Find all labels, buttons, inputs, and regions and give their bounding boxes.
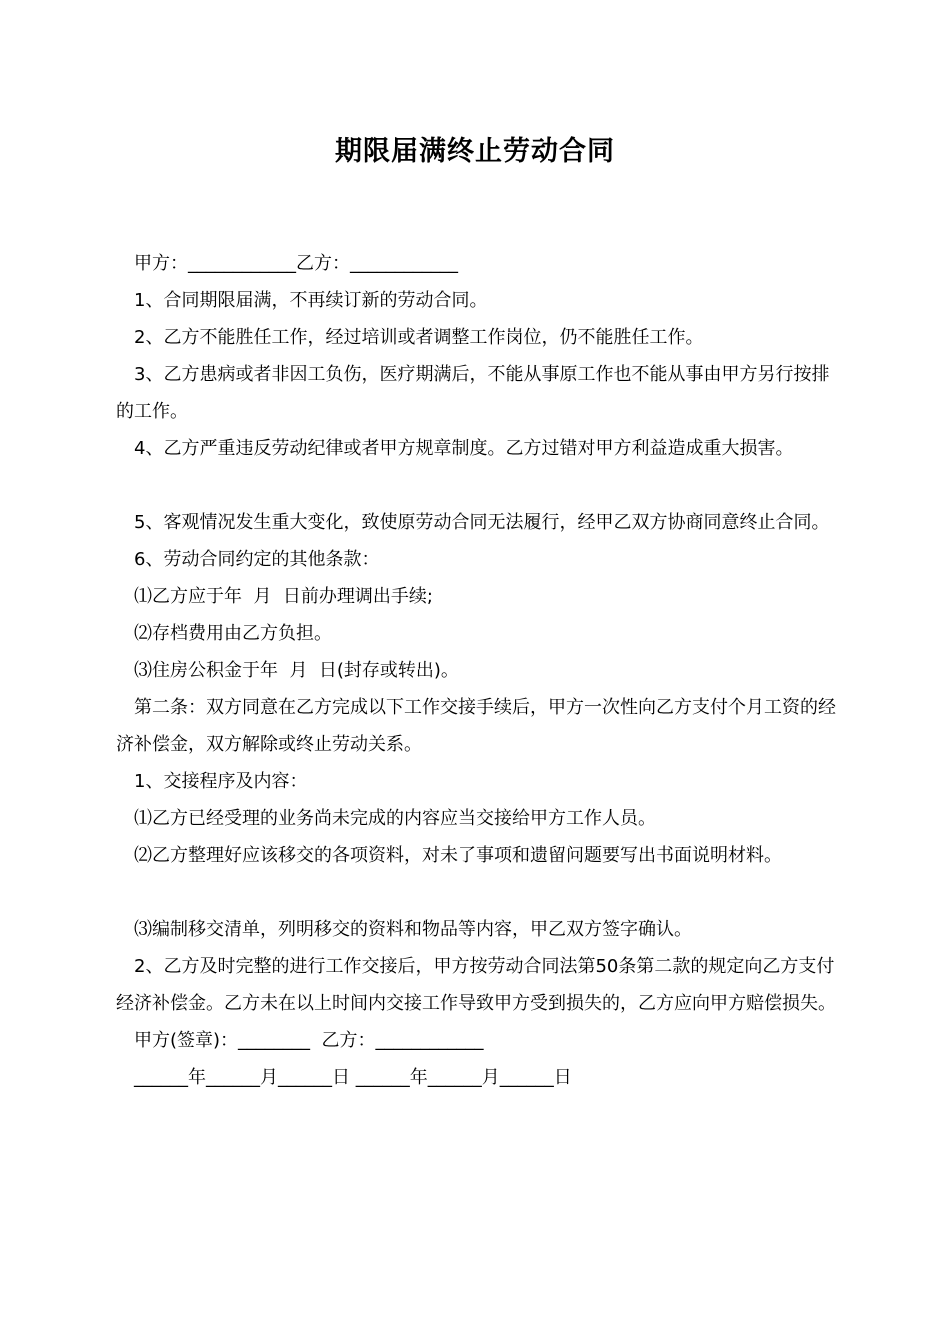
clause-1: 1、合同期限届满，不再续订新的劳动合同。	[134, 290, 488, 311]
clause-5: 5、客观情况发生重大变化，致使原劳动合同无法履行，经甲乙双方协商同意终止合同。	[134, 512, 830, 533]
handover-item-2: ⑵乙方整理好应该移交的各项资料，对未了事项和遗留问题要写出书面说明材料。	[134, 845, 782, 866]
clause-6: 6、劳动合同约定的其他条款：	[134, 549, 380, 570]
date-line: ______年______月______日 ______年______月______日	[134, 1067, 572, 1088]
clause-3: 3、乙方患病或者非因工负伤，医疗期满后，不能从事原工作也不能从事由甲方另行按排的工作。	[116, 364, 830, 422]
compensation-clause: 2、乙方及时完整的进行工作交接后，甲方按劳动合同法第50条第二款的规定向乙方支付经济补偿金。乙方未在以上时间内交接工作导致甲方受到损失的，乙方应向甲方赔偿损失。	[116, 956, 836, 1014]
clause-6-item-1: ⑴乙方应于年 月 日前办理调出手续;	[134, 586, 433, 607]
article-2: 第二条：双方同意在乙方完成以下工作交接手续后，甲方一次性向乙方支付个月工资的经济补偿金，双方解除或终止劳动关系。	[116, 697, 836, 755]
party-line: 甲方：____________乙方：____________	[134, 253, 458, 274]
clause-4: 4、乙方严重违反劳动纪律或者甲方规章制度。乙方过错对甲方利益造成重大损害。	[134, 438, 794, 459]
handover-item-1: ⑴乙方已经受理的业务尚未完成的内容应当交接给甲方工作人员。	[134, 808, 656, 829]
clause-2: 2、乙方不能胜任工作，经过培训或者调整工作岗位，仍不能胜任工作。	[134, 327, 704, 348]
handover-item-3: ⑶编制移交清单，列明移交的资料和物品等内容，甲乙双方签字确认。	[134, 919, 692, 940]
signature-line: 甲方(签章)：________ 乙方：____________	[134, 1030, 484, 1051]
handover-heading: 1、交接程序及内容：	[134, 771, 308, 792]
document-title: 期限届满终止劳动合同	[335, 136, 615, 167]
clause-6-item-2: ⑵存档费用由乙方负担。	[134, 623, 332, 644]
document-body	[116, 245, 840, 1096]
clause-6-item-3: ⑶住房公积金于年 月 日(封存或转出)。	[134, 660, 459, 681]
